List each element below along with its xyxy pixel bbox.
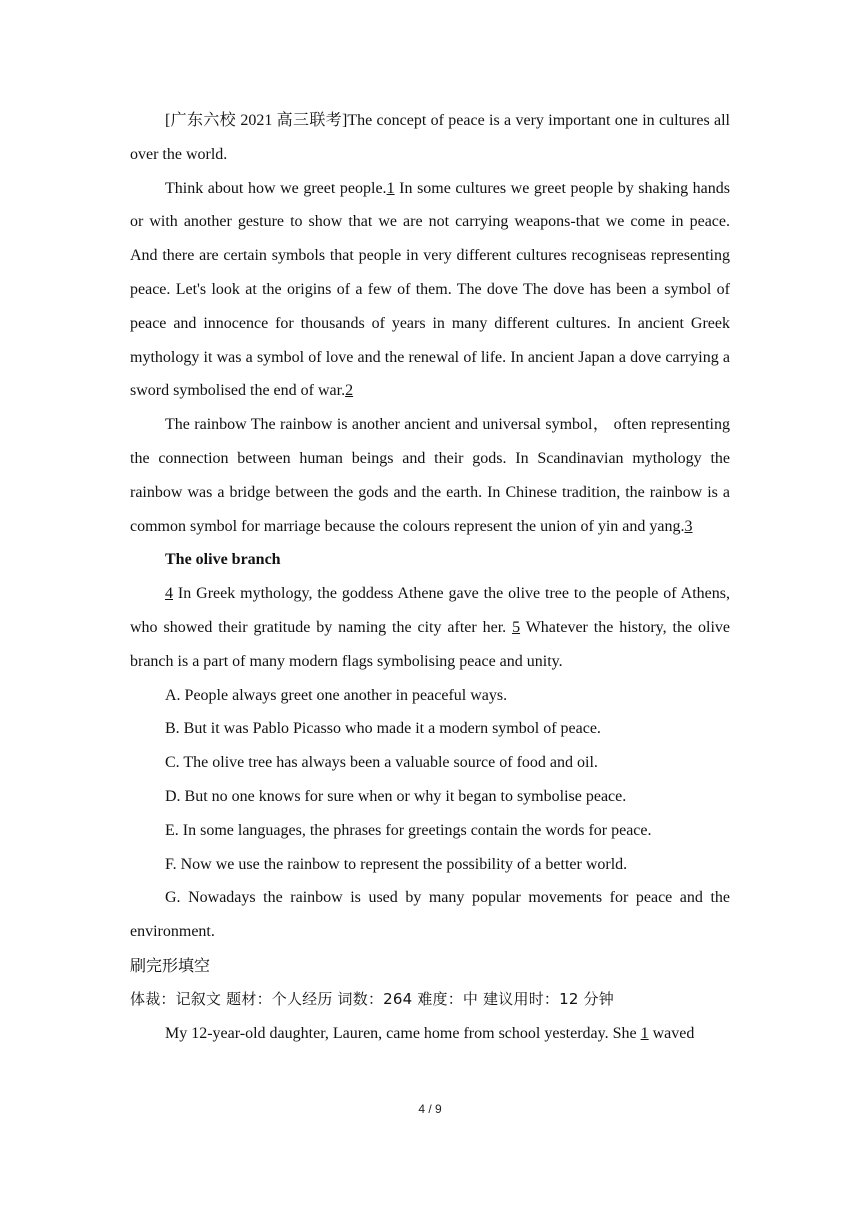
option-f: F. Now we use the rainbow to represent the possibility of a better world.	[165, 855, 628, 873]
passage-paragraph-3	[130, 577, 730, 678]
option-d: D. But no one knows for sure when or why it began to symbolise peace.	[165, 787, 627, 805]
blank-4: 4	[165, 585, 173, 603]
option-b: B. But it was Pablo Picasso who made it a modern symbol of peace.	[165, 720, 601, 738]
p2-text-a: The rainbow The rainbow is another ancient and universal symbol， often representing the connection between human beings and their gods. In Scandinavian mythology the rainbow was a bridge between the gods and the earth. In Chinese tradition, the rainbow is a common symbol for marriage because the colours represent the union of yin and yang.	[130, 416, 730, 535]
section2-paragraph-1	[130, 1017, 730, 1051]
s2-blank-1: 1	[640, 1024, 649, 1042]
page-number: 4 / 9	[418, 1102, 442, 1116]
page-content	[130, 104, 730, 1050]
p3-text-b: Whatever the history, the olive branch is a part of many modern flags symbolising peace and unity.	[130, 618, 730, 670]
section-title: 刷完形填空	[130, 955, 211, 975]
s2-text-b: waved	[648, 1024, 695, 1042]
option-g: G. Nowadays the rainbow is used by many popular movements for peace and the environment.	[130, 889, 730, 941]
p1-text-b: In some cultures we greet people by shaking hands or with another gesture to show that we are not carrying weapons-that we come in peace. And there are certain symbols that people in very different cultures recogniseas representing peace. Let's look at the origins of a few of them. The dove The dove has been a symbol of peace and innocence for thousands of years in many different cultures. In ancient Greek mythology it was a symbol of love and the renewal of life. In ancient Japan a dove carrying a sword symbolised the end of war.	[130, 179, 730, 400]
option-e: E. In some languages, the phrases for greetings contain the words for peace.	[165, 821, 652, 839]
option-a: A. People always greet one another in peaceful ways.	[165, 686, 508, 704]
section-meta: 体裁：记叙文 题材：个人经历 词数：264 难度：中 建议用时：12 分钟	[130, 989, 614, 1008]
s2-text-a: My 12-year-old daughter, Lauren, came home from school yesterday. She	[165, 1024, 641, 1042]
heading-olive-branch: The olive branch	[165, 551, 281, 569]
blank-3: 3	[684, 517, 693, 535]
option-c: C. The olive tree has always been a valuable source of food and oil.	[165, 754, 598, 772]
blank-1: 1	[386, 179, 395, 197]
p1-text-a: Think about how we greet people.	[165, 179, 387, 197]
blank-5: 5	[512, 618, 521, 636]
passage-intro: [广东六校 2021 高三联考]The concept of peace is a very important one in cultures all over the world.	[130, 112, 730, 163]
p3-text-a: In Greek mythology, the goddess Athene gave the olive tree to the people of Athens, who showed their gratitude by naming the city after her.	[130, 585, 730, 636]
passage-paragraph-1	[130, 172, 730, 409]
blank-2: 2	[345, 382, 354, 400]
passage-paragraph-2	[130, 408, 730, 543]
